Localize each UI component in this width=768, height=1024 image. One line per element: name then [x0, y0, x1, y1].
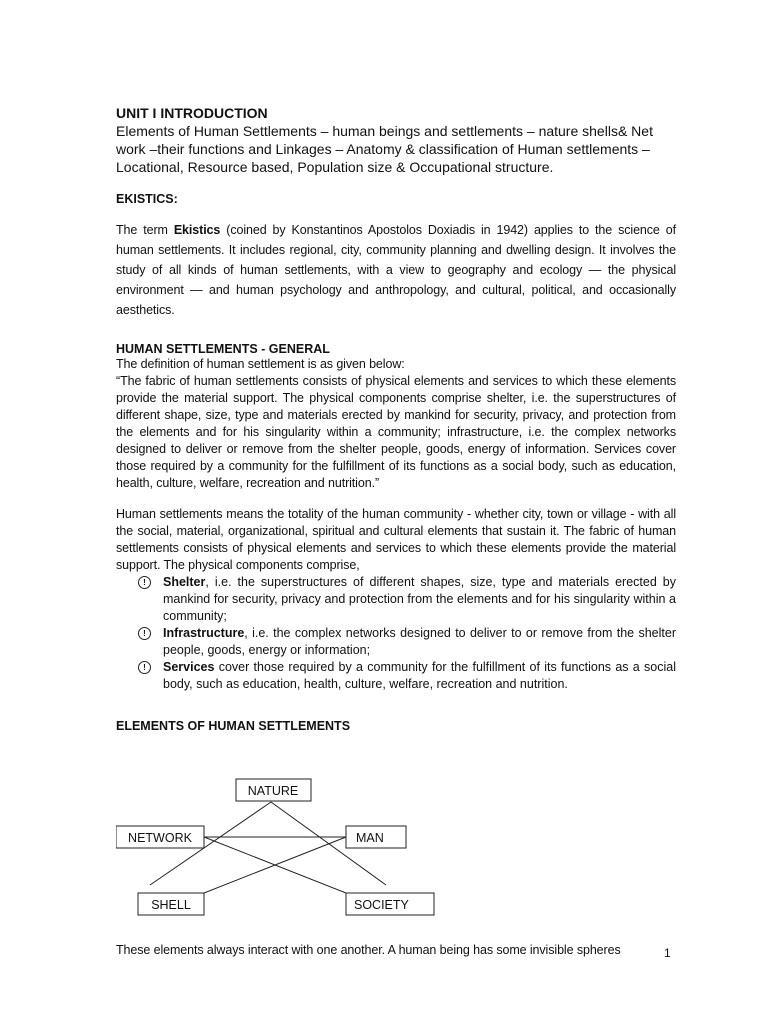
components-list	[116, 574, 676, 693]
network-label: NETWORK	[128, 831, 192, 845]
definition-intro: The definition of human settlement is as given below:	[116, 357, 405, 371]
bullet-text: cover those required by a community for the fulfillment of its functions as a social body, such as education, health, culture, welfare, recreation and nutrition.	[163, 660, 676, 691]
list-item	[138, 625, 676, 659]
bullet-text: , i.e. the complex networks designed to deliver to or remove from the shelter people, goods, energy or information;	[163, 626, 676, 657]
bullet-term: Shelter	[163, 575, 206, 589]
general-heading: HUMAN SETTLEMENTS - GENERAL	[116, 342, 330, 356]
list-item	[138, 659, 676, 693]
unit-topics: Elements of Human Settlements – human beings and settlements – nature shells& Net work –their functions and Linkages – Anatomy & classification of Human settlements – Locational, Resource based, Population size & Occupational structure.	[116, 123, 653, 175]
bullet-term: Infrastructure	[163, 626, 245, 640]
page-number: 1	[664, 946, 671, 960]
elements-caption: These elements always interact with one another. A human being has some invisible spheres	[116, 942, 621, 957]
definition-quote: “The fabric of human settlements consists of physical elements and services to which these elements provide the material support. The physical components comprise shelter, i.e. the superstructures of different shape, size, type and materials erected by mankind for security, privacy, and protection from the elements and for his singularity within a community; infrastructure, i.e. the complex networks designed to deliver or remove from the shelter people, goods, energy of information. Services cover those required by a community for the fulfillment of its functions as a social body, such as education, health, culture, welfare, recreation and nutrition.”	[116, 374, 676, 490]
ekistics-paragraph	[116, 220, 676, 320]
man-label: MAN	[356, 831, 384, 845]
alert-bullet-icon: !	[138, 576, 151, 589]
list-item	[138, 574, 676, 625]
ekistics-intro: The term	[116, 223, 174, 237]
settlements-paragraph: Human settlements means the totality of the human community - whether city, town or village - with all the social, material, organizational, spiritual and cultural elements that sustain it. The fabric of human settlements consists of physical elements and services to which these elements provide the material support. The physical components comprise,	[116, 507, 676, 572]
alert-bullet-icon: !	[138, 627, 151, 640]
ekistics-term: Ekistics	[173, 223, 221, 237]
ekistics-text: (coined by Konstantinos Apostolos Doxiadis in 1942) applies to the science of human settlements. It includes regional, city, community planning and dwelling design. It involves the study of all kinds of human settlements, with a view to geography and ecology — the physical environment — and human psychology and anthropology, and cultural, political, and occasionally aesthetics.	[116, 223, 676, 317]
document-body	[116, 105, 676, 733]
elements-heading: ELEMENTS OF HUMAN SETTLEMENTS	[116, 719, 351, 733]
society-label: SOCIETY	[354, 898, 409, 912]
bullet-text: , i.e. the superstructures of different shapes, size, type and materials erected by mankind for security, privacy and protection from the elements and for his singularity within a community;	[163, 575, 676, 623]
alert-bullet-icon: !	[138, 661, 151, 674]
shell-label: SHELL	[151, 898, 191, 912]
nature-label: NATURE	[247, 784, 299, 798]
elements-diagram	[116, 775, 436, 920]
bullet-term: Services	[163, 660, 215, 674]
ekistics-heading: EKISTICS:	[116, 192, 178, 206]
unit-title: UNIT I INTRODUCTION	[116, 105, 268, 121]
